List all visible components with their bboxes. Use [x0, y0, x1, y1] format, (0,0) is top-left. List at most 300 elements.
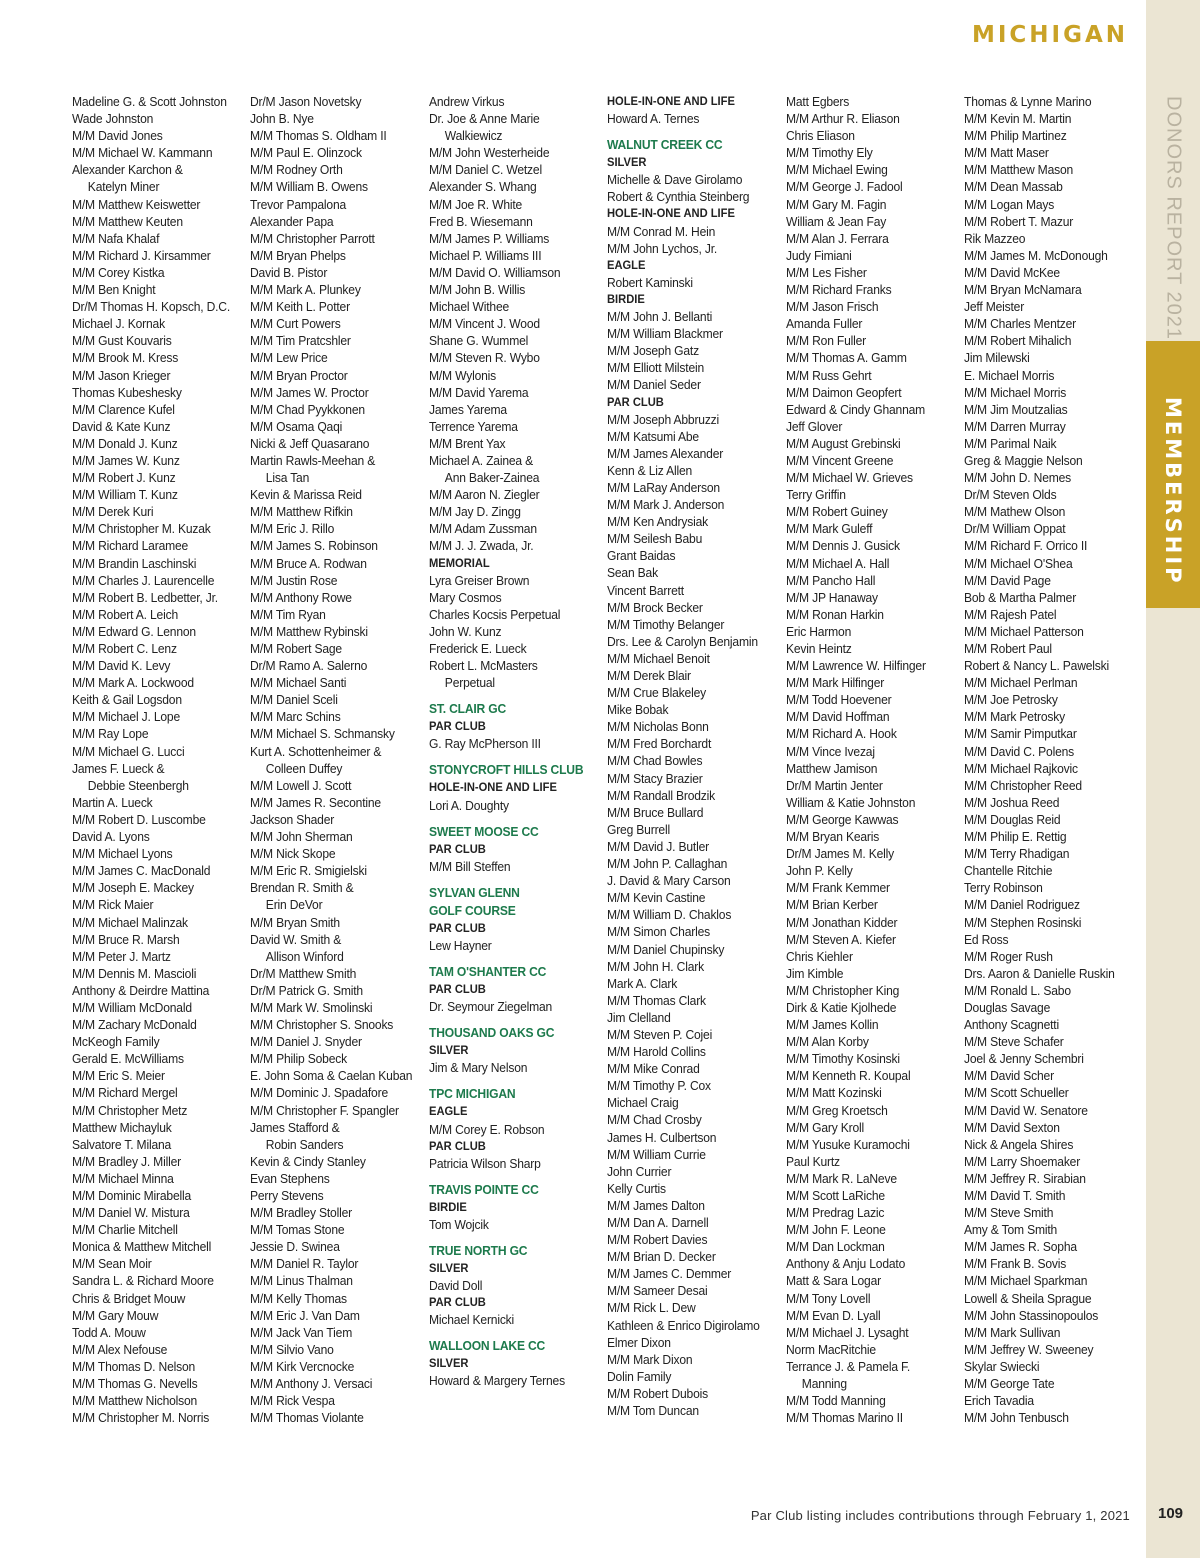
donor-name: M/M Tony Lovell	[786, 1290, 871, 1306]
donor-name-continued: Perpetual	[444, 675, 495, 691]
donor-name: M/M John D. Nemes	[964, 470, 1072, 486]
donor-name: M/M Aaron N. Ziegler	[429, 487, 540, 503]
donor-name: M/M Robert A. Leich	[72, 606, 178, 622]
donor-name: M/M Keith L. Potter	[250, 299, 350, 315]
donor-name: M/M Corey E. Robson	[429, 1121, 545, 1137]
donor-name: Michael J. Kornak	[72, 316, 165, 332]
donor-name: J. David & Mary Carson	[607, 873, 731, 889]
donor-name: M/M Robert Guiney	[786, 504, 888, 520]
donor-name: M/M Alan Korby	[786, 1034, 869, 1050]
donor-name: Michael Kernicki	[429, 1312, 515, 1328]
donor-name: M/M Ron Fuller	[786, 333, 867, 349]
donor-column-4	[607, 93, 783, 1419]
donor-name: E. Michael Morris	[964, 367, 1055, 383]
donor-name: Jackson Shader	[250, 811, 335, 827]
giving-level: EAGLE	[429, 1104, 468, 1119]
page-number: 109	[1158, 1505, 1184, 1522]
donor-name: Evan Stephens	[250, 1170, 330, 1186]
donor-name: M/M Richard A. Hook	[786, 726, 897, 742]
donor-name: M/M Joe Petrosky	[964, 692, 1058, 708]
donor-name: Jeff Meister	[964, 299, 1025, 315]
donor-name: Michelle & Dave Girolamo	[607, 172, 743, 188]
donor-name: Trevor Pampalona	[250, 196, 347, 212]
donor-name: David A. Lyons	[72, 829, 150, 845]
donor-name: M/M Michael S. Schmansky	[250, 726, 395, 742]
donor-name: Howard & Margery Ternes	[429, 1373, 565, 1389]
donor-name-continued: Manning	[801, 1376, 847, 1392]
donor-name: M/M Tomas Stone	[250, 1222, 345, 1238]
donor-name: M/M Derek Blair	[607, 668, 691, 683]
report-title: DONORS REPORT 2021	[1162, 96, 1185, 341]
donor-name: M/M James P. Williams	[429, 230, 550, 246]
donor-name: Terrance J. & Pamela F.	[786, 1358, 911, 1374]
donor-name: Dr/M Matthew Smith	[250, 965, 357, 981]
sidebar-section-tab	[1146, 341, 1200, 608]
donor-name-continued: Lisa Tan	[265, 470, 310, 486]
donor-name: Frederick E. Lueck	[429, 641, 527, 656]
donor-name: M/M David Hoffman	[786, 709, 890, 725]
donor-name: M/M Evan D. Lyall	[786, 1307, 881, 1323]
donor-name: M/M Nicholas Bonn	[607, 719, 709, 735]
giving-level: EAGLE	[607, 257, 646, 272]
giving-level: HOLE-IN-ONE AND LIFE	[607, 206, 735, 221]
donor-name: M/M Daniel Chupinsky	[607, 941, 725, 957]
donor-name: M/M Osama Qaqi	[250, 418, 343, 434]
donor-name: Rik Mazzeo	[964, 230, 1026, 246]
donor-name: M/M Sean Moir	[72, 1256, 152, 1272]
donor-name: M/M Simon Charles	[607, 924, 710, 940]
donor-name: M/M Mike Conrad	[607, 1061, 700, 1077]
donor-name: M/M Marc Schins	[250, 709, 341, 725]
donor-name: M/M Mark A. Lockwood	[72, 675, 194, 691]
donor-name: M/M Gary Mouw	[72, 1307, 159, 1323]
donor-name: James H. Culbertson	[607, 1129, 717, 1145]
donor-name: M/M Matthew Mason	[964, 162, 1074, 178]
donor-name: M/M Daniel J. Snyder	[250, 1034, 362, 1050]
giving-level: SILVER	[429, 1260, 469, 1275]
donor-name: M/M Steven P. Cojei	[607, 1026, 713, 1042]
donor-name: M/M Christopher Parrott	[250, 230, 375, 246]
donor-name: Thomas Kubeshesky	[72, 384, 182, 400]
donor-name: M/M Ronald L. Sabo	[964, 982, 1071, 998]
donor-name: M/M Justin Rose	[250, 572, 338, 588]
donor-name: M/M Wylonis	[429, 367, 497, 383]
donor-name: M/M David T. Smith	[964, 1188, 1066, 1203]
donor-name: David Doll	[429, 1278, 483, 1294]
donor-name: M/M David Jones	[72, 128, 163, 144]
donor-name: M/M Lowell J. Scott	[250, 777, 352, 793]
donor-name: M/M Robert Sage	[250, 641, 342, 656]
donor-name: M/M Scott Schueller	[964, 1085, 1069, 1101]
donor-name: M/M Paul E. Olinzock	[250, 145, 362, 161]
donor-name: Shane G. Wummel	[429, 333, 529, 349]
donor-name: M/M Donald J. Kunz	[72, 435, 178, 451]
donor-name: Wade Johnston	[72, 111, 154, 127]
donor-name: Dr/M Thomas H. Kopsch, D.C.	[72, 299, 231, 315]
donor-name: James F. Lueck &	[72, 760, 165, 776]
state-heading: MICHIGAN	[971, 22, 1128, 48]
donor-name: M/M Russ Gehrt	[786, 367, 872, 383]
donor-name: E. John Soma & Caelan Kuban	[250, 1068, 413, 1084]
donor-name: M/M David Scher	[964, 1068, 1054, 1084]
donor-name: Chris Kiehler	[786, 948, 853, 964]
donor-name: Dr/M Jason Novetsky	[250, 94, 362, 109]
donor-name: M/M Thomas D. Nelson	[72, 1358, 196, 1374]
donor-name: M/M John Tenbusch	[964, 1410, 1069, 1426]
donor-name: M/M Daimon Geopfert	[786, 384, 902, 400]
donor-name: M/M Christopher Reed	[964, 777, 1082, 793]
donor-name: M/M Edward G. Lennon	[72, 623, 196, 639]
donor-name: Amy & Tom Smith	[964, 1222, 1058, 1238]
donor-name: M/M Bruce R. Marsh	[72, 931, 180, 947]
donor-name: M/M Daniel R. Taylor	[250, 1256, 359, 1272]
donor-name: M/M David Page	[964, 572, 1051, 588]
donor-name: M/M Kelly Thomas	[250, 1290, 347, 1306]
donor-name: M/M Alan J. Ferrara	[786, 230, 889, 246]
donor-name: M/M Philip E. Rettig	[964, 829, 1067, 845]
donor-name: M/M Alex Nefouse	[72, 1341, 168, 1357]
donor-name: M/M Kevin M. Martin	[964, 111, 1072, 127]
donor-name: M/M George Tate	[964, 1376, 1055, 1392]
donor-name: Dr. Seymour Ziegelman	[429, 999, 553, 1015]
donor-name: G. Ray McPherson III	[429, 736, 541, 752]
donor-name: Madeline G. & Scott Johnston	[72, 94, 227, 109]
donor-name: M/M Anthony J. Versaci	[250, 1376, 373, 1392]
donor-name: M/M Samir Pimputkar	[964, 726, 1077, 742]
donor-name: M/M Daniel Rodriguez	[964, 897, 1080, 913]
donor-name: M/M Tim Pratcshler	[250, 333, 351, 349]
club-heading: WALLOON LAKE CC	[429, 1338, 546, 1354]
donor-name: M/M Joe R. White	[429, 196, 523, 212]
donor-name: M/M Jeffrey R. Sirabian	[964, 1170, 1086, 1186]
donor-name: Gerald E. McWilliams	[72, 1051, 184, 1067]
donor-name: M/M Thomas Clark	[607, 992, 706, 1008]
donor-name: Douglas Savage	[964, 999, 1051, 1015]
donor-name: M/M David Yarema	[429, 384, 529, 400]
donor-name: M/M Christopher M. Norris	[72, 1410, 210, 1426]
donor-name: M/M Christopher M. Kuzak	[72, 521, 211, 537]
donor-name: M/M Joseph E. Mackey	[72, 880, 194, 896]
club-heading: THOUSAND OAKS GC	[429, 1025, 555, 1041]
donor-name: M/M Robert J. Kunz	[72, 470, 176, 486]
donor-name: Dr/M William Oppat	[964, 521, 1066, 537]
donor-name: Ed Ross	[964, 931, 1009, 947]
donor-name: M/M Robert C. Lenz	[72, 641, 177, 656]
donor-name: M/M JP Hanaway	[786, 589, 878, 605]
donor-name: Sandra L. & Richard Moore	[72, 1273, 214, 1289]
donor-name: M/M Robert B. Ledbetter, Jr.	[72, 589, 218, 605]
donor-name: M/M David Sexton	[964, 1119, 1060, 1135]
donor-name: Dr/M Patrick G. Smith	[250, 982, 363, 998]
donor-name: M/M Michael O'Shea	[964, 555, 1073, 571]
donor-name: M/M Michael J. Lope	[72, 709, 181, 725]
donor-name: M/M Matt Kozinski	[786, 1085, 882, 1101]
donor-name: M/M Charles J. Laurencelle	[72, 572, 215, 588]
club-heading: SWEET MOOSE CC	[429, 823, 539, 839]
donor-name: Chris & Bridget Mouw	[72, 1290, 186, 1306]
donor-name: M/M Joseph Gatz	[607, 343, 699, 359]
donor-name: Mark A. Clark	[607, 975, 678, 991]
donor-name: Norm MacRitchie	[786, 1341, 876, 1357]
donor-name: Patricia Wilson Sharp	[429, 1155, 541, 1171]
donor-name: M/M Jeffrey W. Sweeney	[964, 1341, 1094, 1357]
donor-name: M/M Dominic J. Spadafore	[250, 1085, 388, 1101]
donor-name: M/M Tom Duncan	[607, 1403, 699, 1419]
donor-name: M/M Nafa Khalaf	[72, 230, 160, 246]
donor-name: M/M Michael Santi	[250, 675, 347, 691]
donor-name: M/M Philip Sobeck	[250, 1051, 347, 1067]
donor-name-continued: Katelyn Miner	[87, 179, 160, 195]
donor-name: Keith & Gail Logsdon	[72, 692, 182, 708]
donor-name: M/M Gust Kouvaris	[72, 333, 172, 349]
donor-name: M/M Richard Franks	[786, 282, 892, 298]
donor-name: Nick & Angela Shires	[964, 1136, 1074, 1152]
donor-name: Matt Egbers	[786, 94, 850, 109]
donor-name: M/M Clarence Kufel	[72, 401, 175, 417]
donor-name: M/M Daniel W. Mistura	[72, 1205, 190, 1221]
donor-name: Robert Kaminski	[607, 274, 693, 290]
donor-name: M/M Timothy Ely	[786, 145, 873, 161]
donor-name: M/M Matthew Nicholson	[72, 1393, 198, 1409]
donor-name: M/M Michael Minna	[72, 1170, 174, 1186]
donor-name: Perry Stevens	[250, 1188, 324, 1203]
donor-name: Greg Burrell	[607, 821, 670, 837]
donor-name-continued: Debbie Steenbergh	[87, 777, 189, 793]
donor-name: M/M Linus Thalman	[250, 1273, 353, 1289]
donor-name: M/M Rick Maier	[72, 897, 154, 913]
donor-name: M/M Harold Collins	[607, 1044, 706, 1060]
donor-name: M/M Robert Paul	[964, 641, 1052, 656]
donor-name: M/M George J. Fadool	[786, 179, 903, 195]
donor-name: Drs. Lee & Carolyn Benjamin	[607, 633, 758, 649]
donor-name: M/M Rick L. Dew	[607, 1300, 696, 1316]
donor-name: Salvatore T. Milana	[72, 1136, 172, 1152]
donor-name: M/M William Blackmer	[607, 326, 723, 342]
donor-name: M/M Sameer Desai	[607, 1283, 708, 1299]
donor-name: M/M Dominic Mirabella	[72, 1188, 192, 1203]
donor-name: M/M Larry Shoemaker	[964, 1153, 1081, 1169]
donor-name: M/M John Westerheide	[429, 145, 550, 161]
giving-level: SILVER	[429, 1356, 469, 1371]
donor-name: M/M Silvio Vano	[250, 1341, 334, 1357]
donor-name: M/M Frank Kemmer	[786, 880, 890, 896]
donor-name: M/M Frank B. Sovis	[964, 1256, 1067, 1272]
donor-name: M/M Michael Patterson	[964, 623, 1084, 639]
giving-level: PAR CLUB	[429, 982, 486, 997]
donor-name: M/M Daniel Sceli	[250, 692, 338, 708]
donor-name: M/M Christopher S. Snooks	[250, 1017, 394, 1033]
donor-name: M/M Steven A. Kiefer	[786, 931, 896, 947]
donor-column-5	[786, 93, 962, 1426]
donor-name: Greg & Maggie Nelson	[964, 452, 1083, 468]
donor-name: M/M Richard J. Kirsammer	[72, 247, 211, 263]
donor-name: M/M Dennis J. Gusick	[786, 538, 900, 554]
club-heading: ST. CLAIR GC	[429, 701, 507, 717]
donor-name: M/M David J. Butler	[607, 838, 709, 854]
donor-name: M/M Bruce Bullard	[607, 804, 704, 820]
donor-name: Brendan R. Smith &	[250, 880, 354, 896]
donor-name: M/M Christopher F. Spangler	[250, 1102, 399, 1118]
donor-name: M/M Mathew Olson	[964, 504, 1066, 520]
donor-name: Thomas & Lynne Marino	[964, 94, 1092, 109]
donor-name: Tom Wojcik	[429, 1216, 489, 1232]
donor-name: Michael Withee	[429, 299, 510, 315]
club-heading: TPC MICHIGAN	[429, 1086, 516, 1102]
donor-name: M/M James Alexander	[607, 445, 724, 461]
donor-name: Charles Kocsis Perpetual	[429, 606, 561, 622]
donor-name: M/M Bryan Kearis	[786, 829, 880, 845]
donor-name: Anthony & Anju Lodato	[786, 1256, 906, 1272]
donor-name: Paul Kurtz	[786, 1153, 840, 1169]
donor-name: M/M John P. Callaghan	[607, 856, 728, 872]
donor-name: M/M Roger Rush	[964, 948, 1053, 964]
donor-name: James Stafford &	[250, 1119, 340, 1135]
donor-name: M/M Ronan Harkin	[786, 606, 884, 622]
giving-level: PAR CLUB	[429, 1138, 486, 1153]
donor-name: M/M Jim Moutzalias	[964, 401, 1068, 417]
donor-name: Chris Eliason	[786, 128, 855, 144]
donor-name: Drs. Aaron & Danielle Ruskin	[964, 965, 1115, 981]
donor-name: Jim Kimble	[786, 965, 844, 981]
donor-name: Michael Craig	[607, 1095, 679, 1111]
donor-name: Erich Tavadia	[964, 1393, 1034, 1409]
donor-name: Michael P. Williams III	[429, 247, 542, 263]
donor-name: M/M Brock Becker	[607, 599, 703, 615]
donor-name: Monica & Matthew Mitchell	[72, 1239, 212, 1255]
donor-name: M/M Thomas Violante	[250, 1410, 364, 1426]
donor-name: M/M William D. Chaklos	[607, 907, 732, 923]
donor-name: William & Katie Johnston	[786, 794, 916, 810]
donor-name: M/M Mark W. Smolinski	[250, 999, 373, 1015]
donor-name: Kevin & Marissa Reid	[250, 487, 362, 503]
donor-name: M/M Bryan Phelps	[250, 247, 346, 263]
donor-name: M/M Bradley J. Miller	[72, 1153, 181, 1169]
donor-name: M/M Robert Davies	[607, 1232, 708, 1248]
donor-column-1	[72, 93, 248, 1426]
donor-name: M/M Fred Borchardt	[607, 736, 712, 752]
club-heading: WALNUT CREEK CC	[607, 137, 723, 153]
donor-name: M/M David McKee	[964, 264, 1060, 280]
donor-name: M/M Michael W. Grieves	[786, 470, 913, 486]
donor-name: M/M Mark Petrosky	[964, 709, 1065, 725]
giving-level: SILVER	[429, 1043, 469, 1058]
donor-name: M/M Steve Schafer	[964, 1034, 1064, 1050]
donor-name: M/M Kenneth R. Koupal	[786, 1068, 911, 1084]
donor-name: Matthew Jamison	[786, 760, 878, 776]
giving-level: PAR CLUB	[429, 719, 486, 734]
club-heading: TRUE NORTH GC	[429, 1242, 528, 1258]
donor-name: M/M Conrad M. Hein	[607, 223, 716, 239]
donor-name: M/M Robert Mihalich	[964, 333, 1072, 349]
donor-name: M/M Brent Yax	[429, 435, 506, 451]
donor-name: Terrence Yarema	[429, 418, 518, 434]
donor-name: M/M Terry Rhadigan	[964, 846, 1070, 862]
donor-name: M/M Timothy P. Cox	[607, 1078, 711, 1094]
donor-name: Amanda Fuller	[786, 316, 863, 332]
donor-name: M/M Michael G. Lucci	[72, 743, 185, 759]
donor-name: Mike Bobak	[607, 702, 669, 718]
donor-name: Jim Milewski	[964, 350, 1030, 366]
donor-name: M/M Brian D. Decker	[607, 1249, 716, 1265]
donor-name: Lyra Greiser Brown	[429, 572, 530, 588]
donor-name: Andrew Virkus	[429, 94, 505, 109]
donor-name: M/M Matthew Keiswetter	[72, 196, 201, 212]
donor-name: John W. Kunz	[429, 623, 502, 639]
donor-name: Robert & Cynthia Steinberg	[607, 189, 750, 205]
donor-name: M/M Mark Sullivan	[964, 1324, 1061, 1340]
donor-name: M/M Thomas S. Oldham II	[250, 128, 387, 144]
donor-name: M/M James Dalton	[607, 1197, 705, 1213]
donor-name: M/M Parimal Naik	[964, 435, 1057, 451]
donor-name: Todd A. Mouw	[72, 1324, 146, 1340]
donor-name: M/M Dean Massab	[964, 179, 1063, 195]
donor-name: M/M Richard F. Orrico II	[964, 538, 1088, 554]
donor-name: M/M Daniel C. Wetzel	[429, 162, 542, 178]
donor-name: John B. Nye	[250, 111, 314, 127]
donor-name: M/M Derek Kuri	[72, 504, 154, 520]
donor-name: Kenn & Liz Allen	[607, 462, 693, 478]
donor-name: Mary Cosmos	[429, 589, 502, 605]
club-heading: GOLF COURSE	[429, 902, 516, 918]
donor-name: M/M Les Fisher	[786, 264, 867, 280]
donor-name: M/M James C. MacDonald	[72, 863, 211, 879]
donor-name: William & Jean Fay	[786, 213, 887, 229]
donor-name: M/M Dennis M. Mascioli	[72, 965, 197, 981]
donor-name: John P. Kelly	[786, 863, 853, 879]
giving-level: PAR CLUB	[429, 1295, 486, 1310]
donor-name: M/M Nick Skope	[250, 846, 336, 862]
donor-name: M/M Mark R. LaNeve	[786, 1170, 897, 1186]
donor-name: M/M Richard Mergel	[72, 1085, 178, 1101]
donor-name: M/M Chad Bowles	[607, 753, 703, 769]
donor-name: Dolin Family	[607, 1368, 672, 1384]
giving-level: PAR CLUB	[607, 394, 664, 409]
donor-name: M/M Robert Dubois	[607, 1385, 708, 1401]
donor-name: Kathleen & Enrico Digirolamo	[607, 1317, 760, 1333]
donor-name: Terry Robinson	[964, 880, 1043, 896]
donor-name: M/M Michael Morris	[964, 384, 1067, 400]
donor-name: M/M Vincent J. Wood	[429, 316, 540, 332]
donor-name: M/M Michael Sparkman	[964, 1273, 1088, 1289]
donor-name: M/M Rodney Orth	[250, 162, 343, 178]
donor-name: M/M Curt Powers	[250, 316, 341, 332]
donor-name: Bob & Martha Palmer	[964, 589, 1077, 605]
donor-name: M/M Predrag Lazic	[786, 1205, 885, 1221]
donor-name: M/M Charlie Mitchell	[72, 1222, 178, 1238]
donor-name: M/M Arthur R. Eliason	[786, 111, 900, 127]
donor-name: M/M Lew Price	[250, 350, 328, 366]
donor-name: Chantelle Ritchie	[964, 863, 1053, 879]
donor-name: M/M Dan A. Darnell	[607, 1215, 709, 1230]
club-heading: TRAVIS POINTE CC	[429, 1181, 539, 1197]
donor-name: M/M J. J. Zwada, Jr.	[429, 538, 534, 554]
donor-name: M/M David K. Levy	[72, 658, 171, 674]
donor-name: David W. Smith &	[250, 931, 342, 947]
donor-name: M/M John H. Clark	[607, 958, 704, 974]
donor-name: M/M Bruce A. Rodwan	[250, 555, 367, 571]
donor-name: M/M Daniel Seder	[607, 377, 701, 393]
donor-name: M/M Matthew Keuten	[72, 213, 183, 229]
donor-name: M/M Michael Perlman	[964, 675, 1078, 691]
donor-name: M/M John Stassinopoulos	[964, 1307, 1099, 1323]
donor-name: M/M Michael A. Hall	[786, 555, 890, 571]
donor-name: Vincent Barrett	[607, 582, 684, 598]
donor-name: M/M Michael Rajkovic	[964, 760, 1078, 776]
donor-name: M/M Steven R. Wybo	[429, 350, 540, 366]
donor-name: Skylar Swiecki	[964, 1358, 1040, 1374]
donor-name: McKeogh Family	[72, 1034, 160, 1050]
donor-name: M/M Lawrence W. Hilfinger	[786, 658, 926, 674]
